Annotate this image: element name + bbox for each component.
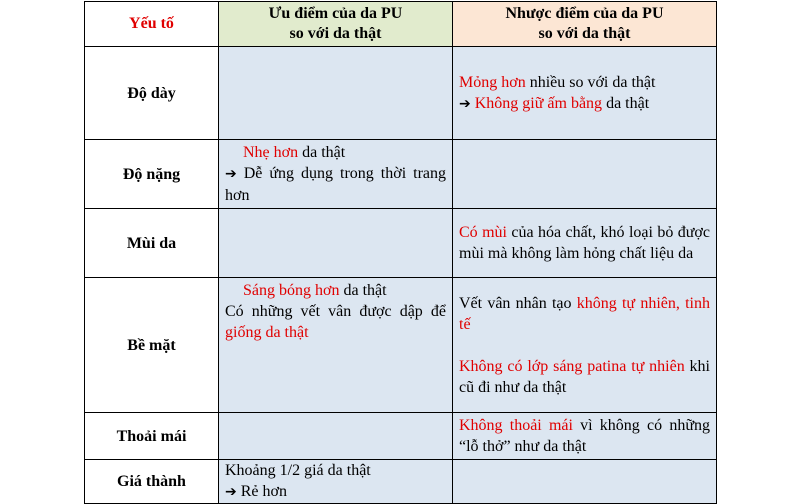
cons-highlight: Không có lớp sáng patina tự nhiên (459, 357, 685, 375)
row-pros-cell (219, 140, 453, 209)
row-cons-cell (453, 278, 717, 413)
cons-line (459, 93, 710, 115)
row-pros-cell (219, 47, 453, 140)
row-cons-cell (453, 209, 717, 278)
table-row (85, 460, 717, 504)
cons-text: vì không có những “lỗ thở” như da thật (459, 417, 710, 455)
row-factor: Độ nặng (85, 140, 219, 209)
row-factor: Giá thành (85, 460, 219, 504)
row-cons-cell (453, 47, 717, 140)
header-pros-line1: Ưu điểm của da PU (268, 5, 403, 22)
table-row (85, 278, 717, 413)
arrow-icon: ➔ (459, 95, 471, 112)
pros-line (225, 280, 446, 301)
header-pros (219, 2, 453, 47)
cons-highlight: Không thoải mái (459, 417, 573, 434)
row-pros-cell (219, 278, 453, 413)
pros-text: Rẻ hơn (236, 483, 287, 500)
pros-highlight: Sáng bóng hơn (243, 282, 340, 299)
cons-line (459, 222, 710, 264)
table-row (85, 140, 717, 209)
row-pros-cell (219, 460, 453, 504)
cons-line (459, 293, 710, 335)
pros-text: da thật (298, 144, 346, 161)
cons-spacer (459, 335, 710, 356)
header-cons (453, 2, 717, 47)
cons-text: nhiều so với da thật (525, 73, 656, 91)
pros-highlight: giống da thật (225, 324, 309, 341)
arrow-icon: ➔ (225, 166, 237, 182)
table-row (85, 209, 717, 278)
pros-line (225, 163, 446, 206)
header-pros-line2: so với da thật (289, 25, 382, 42)
row-cons-cell (453, 140, 717, 209)
cons-line (459, 415, 710, 457)
cons-text: khi cũ đi như da thật (459, 357, 710, 396)
row-factor: Mùi da (85, 209, 219, 278)
row-pros-cell (219, 413, 453, 460)
comparison-table (84, 1, 717, 504)
row-factor: Bề mặt (85, 278, 219, 413)
row-factor: Độ dày (85, 47, 219, 140)
pros-line (225, 301, 446, 343)
arrow-icon: ➔ (225, 484, 237, 500)
cons-text: của hóa chất, khó loại bỏ được mùi mà không làm hỏng chất liệu da (459, 224, 710, 262)
header-cons-line1: Nhược điểm của da PU (505, 5, 664, 22)
cons-highlight: Có mùi (459, 224, 507, 241)
pros-text: Dễ ứng dụng trong thời trang hơn (225, 165, 446, 204)
header-cons-line2: so với da thật (538, 25, 631, 42)
row-factor: Thoải mái (85, 413, 219, 460)
row-cons-cell (453, 413, 717, 460)
pros-line (225, 142, 446, 163)
cons-text: da thật (602, 94, 650, 112)
row-cons-cell (453, 460, 717, 504)
table-row (85, 413, 717, 460)
cons-highlight: Mỏng hơn (459, 73, 526, 91)
header-factor: Yếu tố (85, 2, 219, 47)
cons-text: Vết vân nhân tạo (459, 294, 577, 312)
pros-line (225, 460, 446, 481)
cons-highlight: Không giữ ấm bằng (474, 94, 603, 112)
row-pros-cell (219, 209, 453, 278)
cons-line (459, 72, 710, 93)
pros-text: da thật (339, 282, 387, 299)
cons-line (459, 356, 710, 398)
comparison-table-wrapper (84, 1, 716, 500)
header-row (85, 2, 717, 47)
pros-text: Có những vết vân được dập để (225, 303, 446, 320)
pros-highlight: Nhẹ hơn (243, 144, 299, 161)
pros-text: Khoảng 1/2 giá da thật (225, 462, 371, 479)
cons-highlight: không tự nhiên, tinh tế (459, 294, 710, 333)
table-row (85, 47, 717, 140)
